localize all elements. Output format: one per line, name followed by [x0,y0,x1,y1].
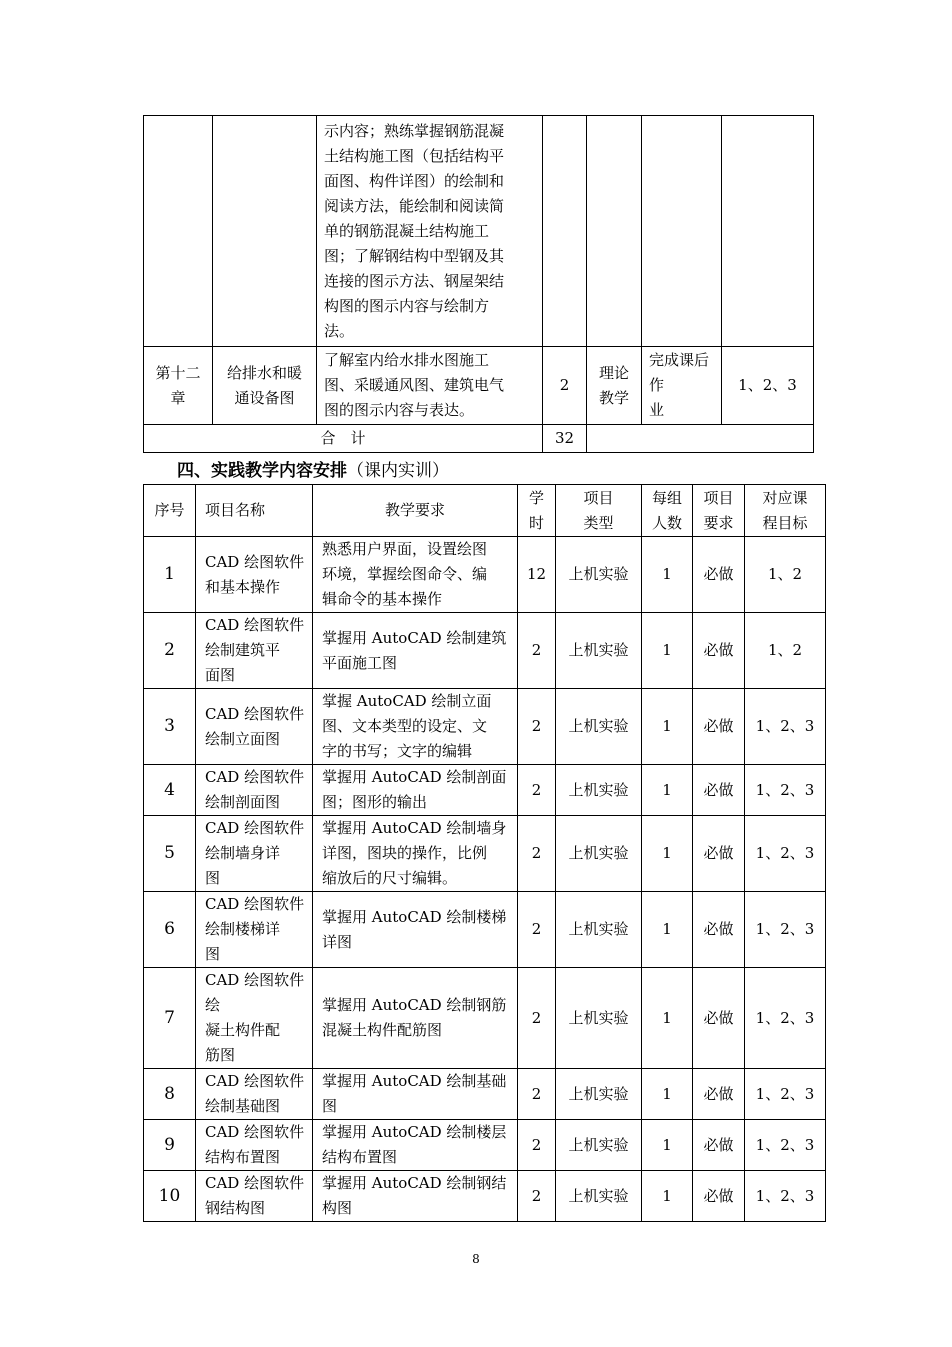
group-size-cell: 1 [642,1069,693,1120]
table-row [144,1171,826,1222]
group-size-cell: 1 [642,765,693,816]
hours-cell: 2 [543,347,587,425]
requirement-cell: 掌握 AutoCAD 绘制立面 图、文本类型的设定、文 字的书写；文字的编辑 [313,689,518,765]
group-size-cell: 1 [642,968,693,1069]
type-cell: 上机实验 [556,1069,642,1120]
hours-cell [543,116,587,347]
project-name: CAD 绘图软件 绘制墙身详 图 [196,816,313,892]
project-name: CAD 绘图软件 绘制楼梯详 图 [196,892,313,968]
project-name: CAD 绘图软件 钢结构图 [196,1171,313,1222]
objectives-cell: 1、2、3 [745,892,826,968]
objectives-cell: 1、2 [745,537,826,613]
row-number: 4 [144,765,196,816]
demand-cell: 必做 [693,892,745,968]
group-size-cell: 1 [642,1120,693,1171]
group-size-cell: 1 [642,613,693,689]
type-cell: 上机实验 [556,1171,642,1222]
title-cell: 给排水和暖 通设备图 [213,347,317,425]
assignment-cell [642,116,722,347]
method-cell [587,116,642,347]
objectives-cell: 1、2、3 [745,968,826,1069]
objectives-cell: 1、2、3 [745,1120,826,1171]
chapter-cell [144,116,213,347]
table-row [144,765,826,816]
header-hours: 学 时 [518,485,556,537]
group-size-cell: 1 [642,689,693,765]
chapter-table [143,115,814,453]
table-row [144,1120,826,1171]
demand-cell: 必做 [693,689,745,765]
requirement-cell: 熟悉用户界面，设置绘图 环境，掌握绘图命令、编 辑命令的基本操作 [313,537,518,613]
hours-cell: 2 [518,816,556,892]
row-number: 8 [144,1069,196,1120]
assignment-cell: 完成课后作 业 [642,347,722,425]
row-number: 5 [144,816,196,892]
objectives-cell: 1、2、3 [745,816,826,892]
table-row [144,116,814,347]
requirement-cell: 掌握用 AutoCAD 绘制楼梯 详图 [313,892,518,968]
total-row [144,425,814,453]
row-number: 3 [144,689,196,765]
project-name: CAD 绘图软件 和基本操作 [196,537,313,613]
project-name: CAD 绘图软件 绘制立面图 [196,689,313,765]
type-cell: 上机实验 [556,689,642,765]
section-heading [177,459,449,483]
row-number: 6 [144,892,196,968]
table-row [144,892,826,968]
total-label: 合 计 [144,425,543,453]
requirement-cell: 掌握用 AutoCAD 绘制剖面 图；图形的输出 [313,765,518,816]
total-hours: 32 [543,425,587,453]
method-cell: 理论 教学 [587,347,642,425]
header-requirement: 教学要求 [313,485,518,537]
row-number: 10 [144,1171,196,1222]
table-row [144,1069,826,1120]
row-number: 2 [144,613,196,689]
table-row [144,689,826,765]
demand-cell: 必做 [693,537,745,613]
header-demand: 项目 要求 [693,485,745,537]
section-heading-title: 四、实践教学内容安排 [177,461,347,481]
type-cell: 上机实验 [556,816,642,892]
objectives-cell: 1、2、3 [745,1069,826,1120]
demand-cell: 必做 [693,1171,745,1222]
requirement-cell: 掌握用 AutoCAD 绘制钢筋 混凝土构件配筋图 [313,968,518,1069]
content-cell: 了解室内给水排水图施工 图、采暖通风图、建筑电气 图的图示内容与表达。 [317,347,543,425]
hours-cell: 2 [518,968,556,1069]
requirement-cell: 掌握用 AutoCAD 绘制建筑 平面施工图 [313,613,518,689]
demand-cell: 必做 [693,1120,745,1171]
demand-cell: 必做 [693,613,745,689]
demand-cell: 必做 [693,968,745,1069]
type-cell: 上机实验 [556,968,642,1069]
row-number: 9 [144,1120,196,1171]
requirement-cell: 掌握用 AutoCAD 绘制墙身 详图，图块的操作，比例 缩放后的尺寸编辑。 [313,816,518,892]
demand-cell: 必做 [693,765,745,816]
hours-cell: 2 [518,689,556,765]
page-number: 8 [472,1252,480,1266]
table-row [144,968,826,1069]
project-name: CAD 绘图软件 绘制剖面图 [196,765,313,816]
chapter-cell: 第十二 章 [144,347,213,425]
hours-cell: 2 [518,1069,556,1120]
objectives-cell: 1、2、3 [745,1171,826,1222]
hours-cell: 2 [518,892,556,968]
project-name: CAD 绘图软件 绘制基础图 [196,1069,313,1120]
header-type: 项目 类型 [556,485,642,537]
demand-cell: 必做 [693,816,745,892]
header-no: 序号 [144,485,196,537]
type-cell: 上机实验 [556,765,642,816]
objectives-cell [722,116,814,347]
hours-cell: 2 [518,613,556,689]
group-size-cell: 1 [642,1171,693,1222]
row-number: 1 [144,537,196,613]
table-row [144,816,826,892]
practice-table [143,484,826,1222]
type-cell: 上机实验 [556,1120,642,1171]
table-row [144,537,826,613]
hours-cell: 2 [518,765,556,816]
table-row [144,347,814,425]
requirement-cell: 掌握用 AutoCAD 绘制钢结 构图 [313,1171,518,1222]
section-heading-note: （课内实训） [347,461,449,481]
requirement-cell: 掌握用 AutoCAD 绘制基础 图 [313,1069,518,1120]
project-name: CAD 绘图软件 结构布置图 [196,1120,313,1171]
content-cell: 示内容；熟练掌握钢筋混凝 土结构施工图（包括结构平 面图、构件详图）的绘制和 阅读方法，能绘制和阅读简 单的钢筋混凝土结构施工 图；了解钢结构中型钢及其 连接的图示方法、钢屋架结 构图的图示内容与绘制方 法。 [317,116,543,347]
project-name: CAD 绘图软件 绘制建筑平 面图 [196,613,313,689]
objectives-cell: 1、2、3 [722,347,814,425]
group-size-cell: 1 [642,892,693,968]
group-size-cell: 1 [642,816,693,892]
hours-cell: 2 [518,1171,556,1222]
hours-cell: 12 [518,537,556,613]
type-cell: 上机实验 [556,892,642,968]
type-cell: 上机实验 [556,537,642,613]
header-row [144,485,826,537]
header-group: 每组 人数 [642,485,693,537]
title-cell [213,116,317,347]
group-size-cell: 1 [642,537,693,613]
total-empty-cell [587,425,814,453]
objectives-cell: 1、2、3 [745,689,826,765]
project-name: CAD 绘图软件绘 凝土构件配 筋图 [196,968,313,1069]
hours-cell: 2 [518,1120,556,1171]
requirement-cell: 掌握用 AutoCAD 绘制楼层 结构布置图 [313,1120,518,1171]
objectives-cell: 1、2、3 [745,765,826,816]
header-objectives: 对应课 程目标 [745,485,826,537]
table-row [144,613,826,689]
header-name: 项目名称 [196,485,313,537]
row-number: 7 [144,968,196,1069]
demand-cell: 必做 [693,1069,745,1120]
type-cell: 上机实验 [556,613,642,689]
objectives-cell: 1、2 [745,613,826,689]
